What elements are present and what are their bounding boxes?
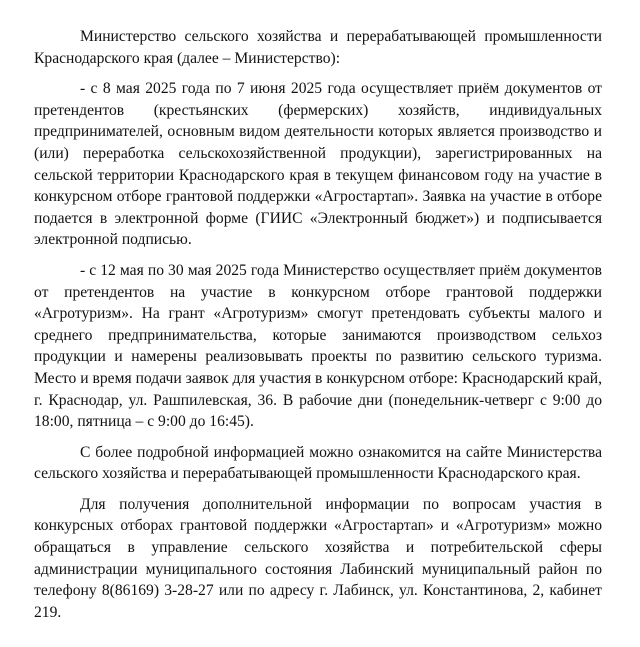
contact-info-paragraph: Для получения дополнительной информации по вопросам участия в конкурсных отборах грантовой поддержки «Агростартап» и «Агротуризм» можно обращаться в управление сельского хозяйства и потребительской сферы администрации муниципального состояния Лабинский муниципальный район по телефону 8(86169) 3-28-27 или по адресу г. Лабинск, ул. Константинова, 2, кабинет 219. (34, 495, 602, 621)
agrotourism-paragraph: - с 12 мая по 30 мая 2025 года Министерство осуществляет приём документов от претендентов на участие в конкурсном отборе грантовой поддержки «Агротуризм». На грант «Агротуризм» смогут претендовать субъекты малого и среднего предпринимательства, которые занимаются производством сельхоз продукции и намерены реализовывать проекты по развитию сельского туризма. Место и время подачи заявок для участия в конкурсном отборе: Краснодарский край, г. Краснодар, ул. Рашпилевская, 36. В рабочие дни (понедельник-четверг с 9:00 до 18:00, пятница – с 9:00 до 16:45). (34, 261, 602, 431)
agrostartup-paragraph: - с 8 мая 2025 года по 7 июня 2025 года осуществляет приём документов от претендентов (крестьянских (фермерских) хозяйств, индивидуальных предпринимателей, основным видом деятельности которых является производство и (или) переработка сельскохозяйственной продукции), зарегистрированных на сельской территории Краснодарского края в текущем финансовом году на участие в конкурсном отборе грантовой поддержки «Агростартап». Заявка на участие в отборе подается в электронной форме (ГИИС «Электронный бюджет») и подписывается электронной подписью. (34, 80, 602, 249)
document-body (34, 26, 602, 632)
website-info-paragraph: С более подробной информацией можно ознакомится на сайте Министерства сельского хозяйства и перерабатывающей промышленности Краснодарского края. (34, 443, 602, 483)
intro-paragraph: Министерство сельского хозяйства и перерабатывающей промышленности Краснодарского края (далее – Министерство): (34, 28, 602, 67)
